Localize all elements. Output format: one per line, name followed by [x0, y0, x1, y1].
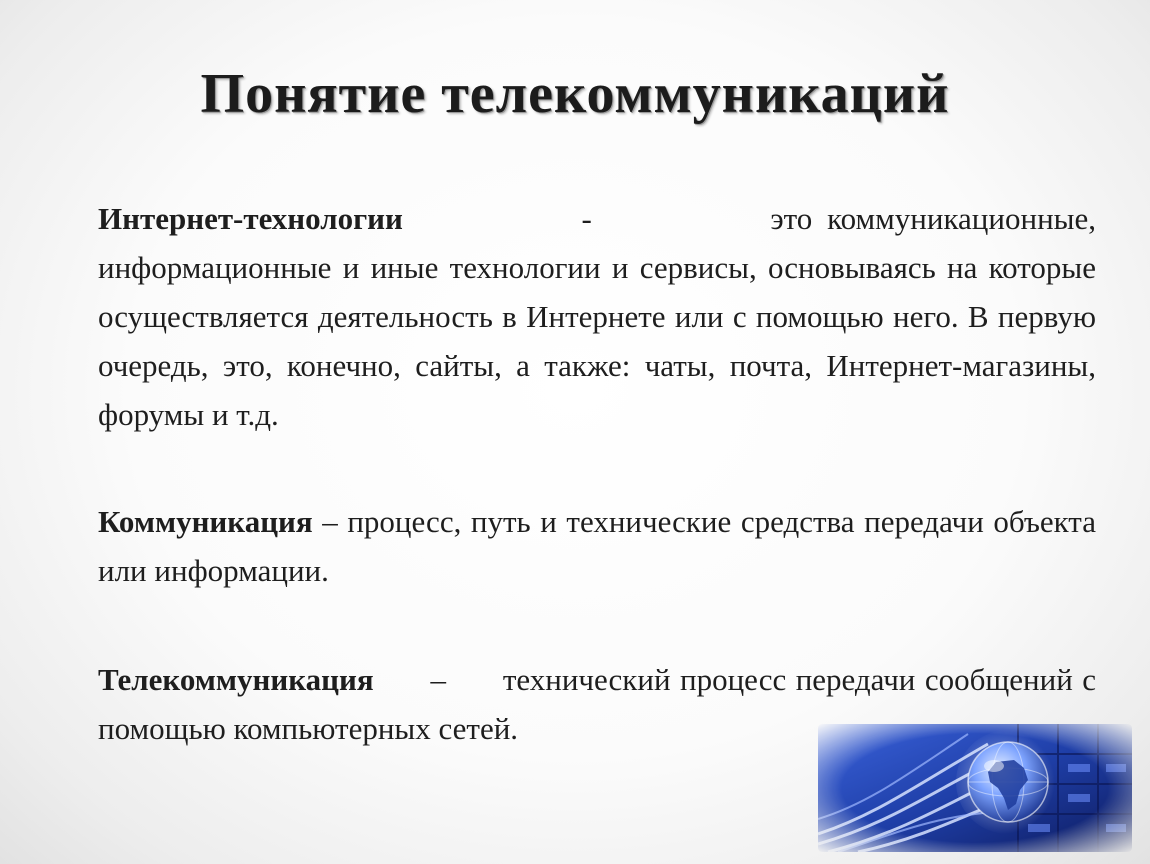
separator: – — [430, 662, 446, 697]
definition-text: процесс, путь и технические средства передачи объекта или информации. — [98, 504, 1096, 588]
definition-internet-technologies — [98, 194, 1096, 439]
definition-text: технический процесс передачи сообщений с помощью компьютерных сетей. — [98, 662, 1097, 746]
definition-communication — [98, 497, 1096, 595]
term-communication: Коммуникация — [98, 504, 313, 539]
term-telecommunication: Телекоммуникация — [98, 662, 374, 697]
globe-network-icon — [818, 724, 1132, 852]
term-internet-technologies: Интернет-технологии — [98, 201, 403, 236]
separator: - — [581, 201, 592, 236]
slide-title: Понятие телекоммуникаций — [200, 63, 950, 125]
definition-text: это коммуникационные, информационные и иные технологии и сервисы, основываясь на которые осуществляется деятельность в Интернете или с помощью него. В первую очередь, это, конечно, сайты, а также: чаты, почта, Интернет-магазины, форумы и т.д. — [98, 201, 1096, 432]
separator: – — [322, 504, 338, 539]
